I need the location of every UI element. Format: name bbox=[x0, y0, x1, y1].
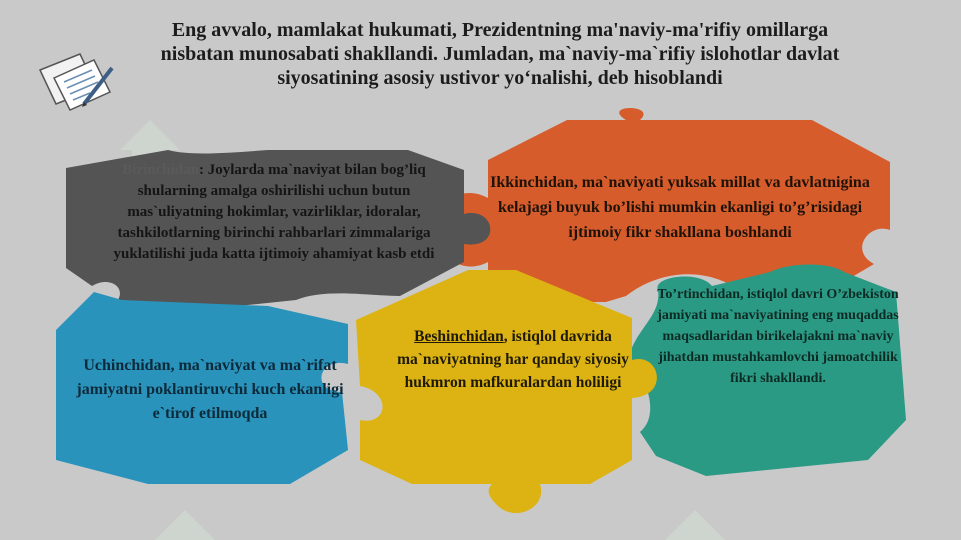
piece-text-ikkinchidan: Ikkinchidan, ma`naviyati yuksak millat va davlatnigina kelajagi buyuk bo’lishi mumkin ekanligi to’g’risidagi ijtimoiy fikr shakllana boshlandi bbox=[490, 174, 870, 241]
documents-pen-icon bbox=[40, 54, 112, 110]
piece-text-birinchidan bbox=[92, 160, 456, 265]
text-beshinchidan: , istiqlol davrida ma`naviyatning har qanday siyosiy hukmron mafkuralardan holiligi bbox=[397, 328, 629, 391]
piece-text-uchinchidan: Uchinchidan, ma`naviyat va ma`rifat jamiyatni poklantiruvchi kuch ekanligi e`tirof etilmoqda bbox=[76, 357, 344, 422]
text-birinchidan: : Joylarda ma`naviyat bilan bog’liq shularning amalga oshirilishi uchun butun mas`uliyatning hokimlar, vazirliklar, idoralar, tashkilotlarning birinchi rahbarlari zimmalariga yuklatilishi juda katta ijtimoiy ahamiyat kasb etdi bbox=[113, 162, 435, 262]
page-title: Eng avvalo, mamlakat hukumati, Prezidentning ma'naviy-ma'rifiy omillarga nisbatan munosabati shakllandi. Jumladan, ma`naviy-ma`rifiy islohotlar davlat siyosatining asosiy ustivor yo‘nalishi, deb hisoblandi bbox=[160, 19, 840, 89]
piece-text-tortinchidan: To’rtinchidan, istiqlol davri O’zbekiston jamiyati ma`naviyatining eng muqaddas maqsadlaridan birikelajakni ma`naviy jihatdan mustahkamlovchi jamoatchilik fikri shakllandi. bbox=[657, 287, 899, 386]
label-birinchidan: Birinchidan bbox=[122, 162, 199, 178]
label-beshinchidan: Beshinchidan bbox=[414, 328, 504, 345]
piece-text-beshinchidan bbox=[390, 325, 636, 394]
